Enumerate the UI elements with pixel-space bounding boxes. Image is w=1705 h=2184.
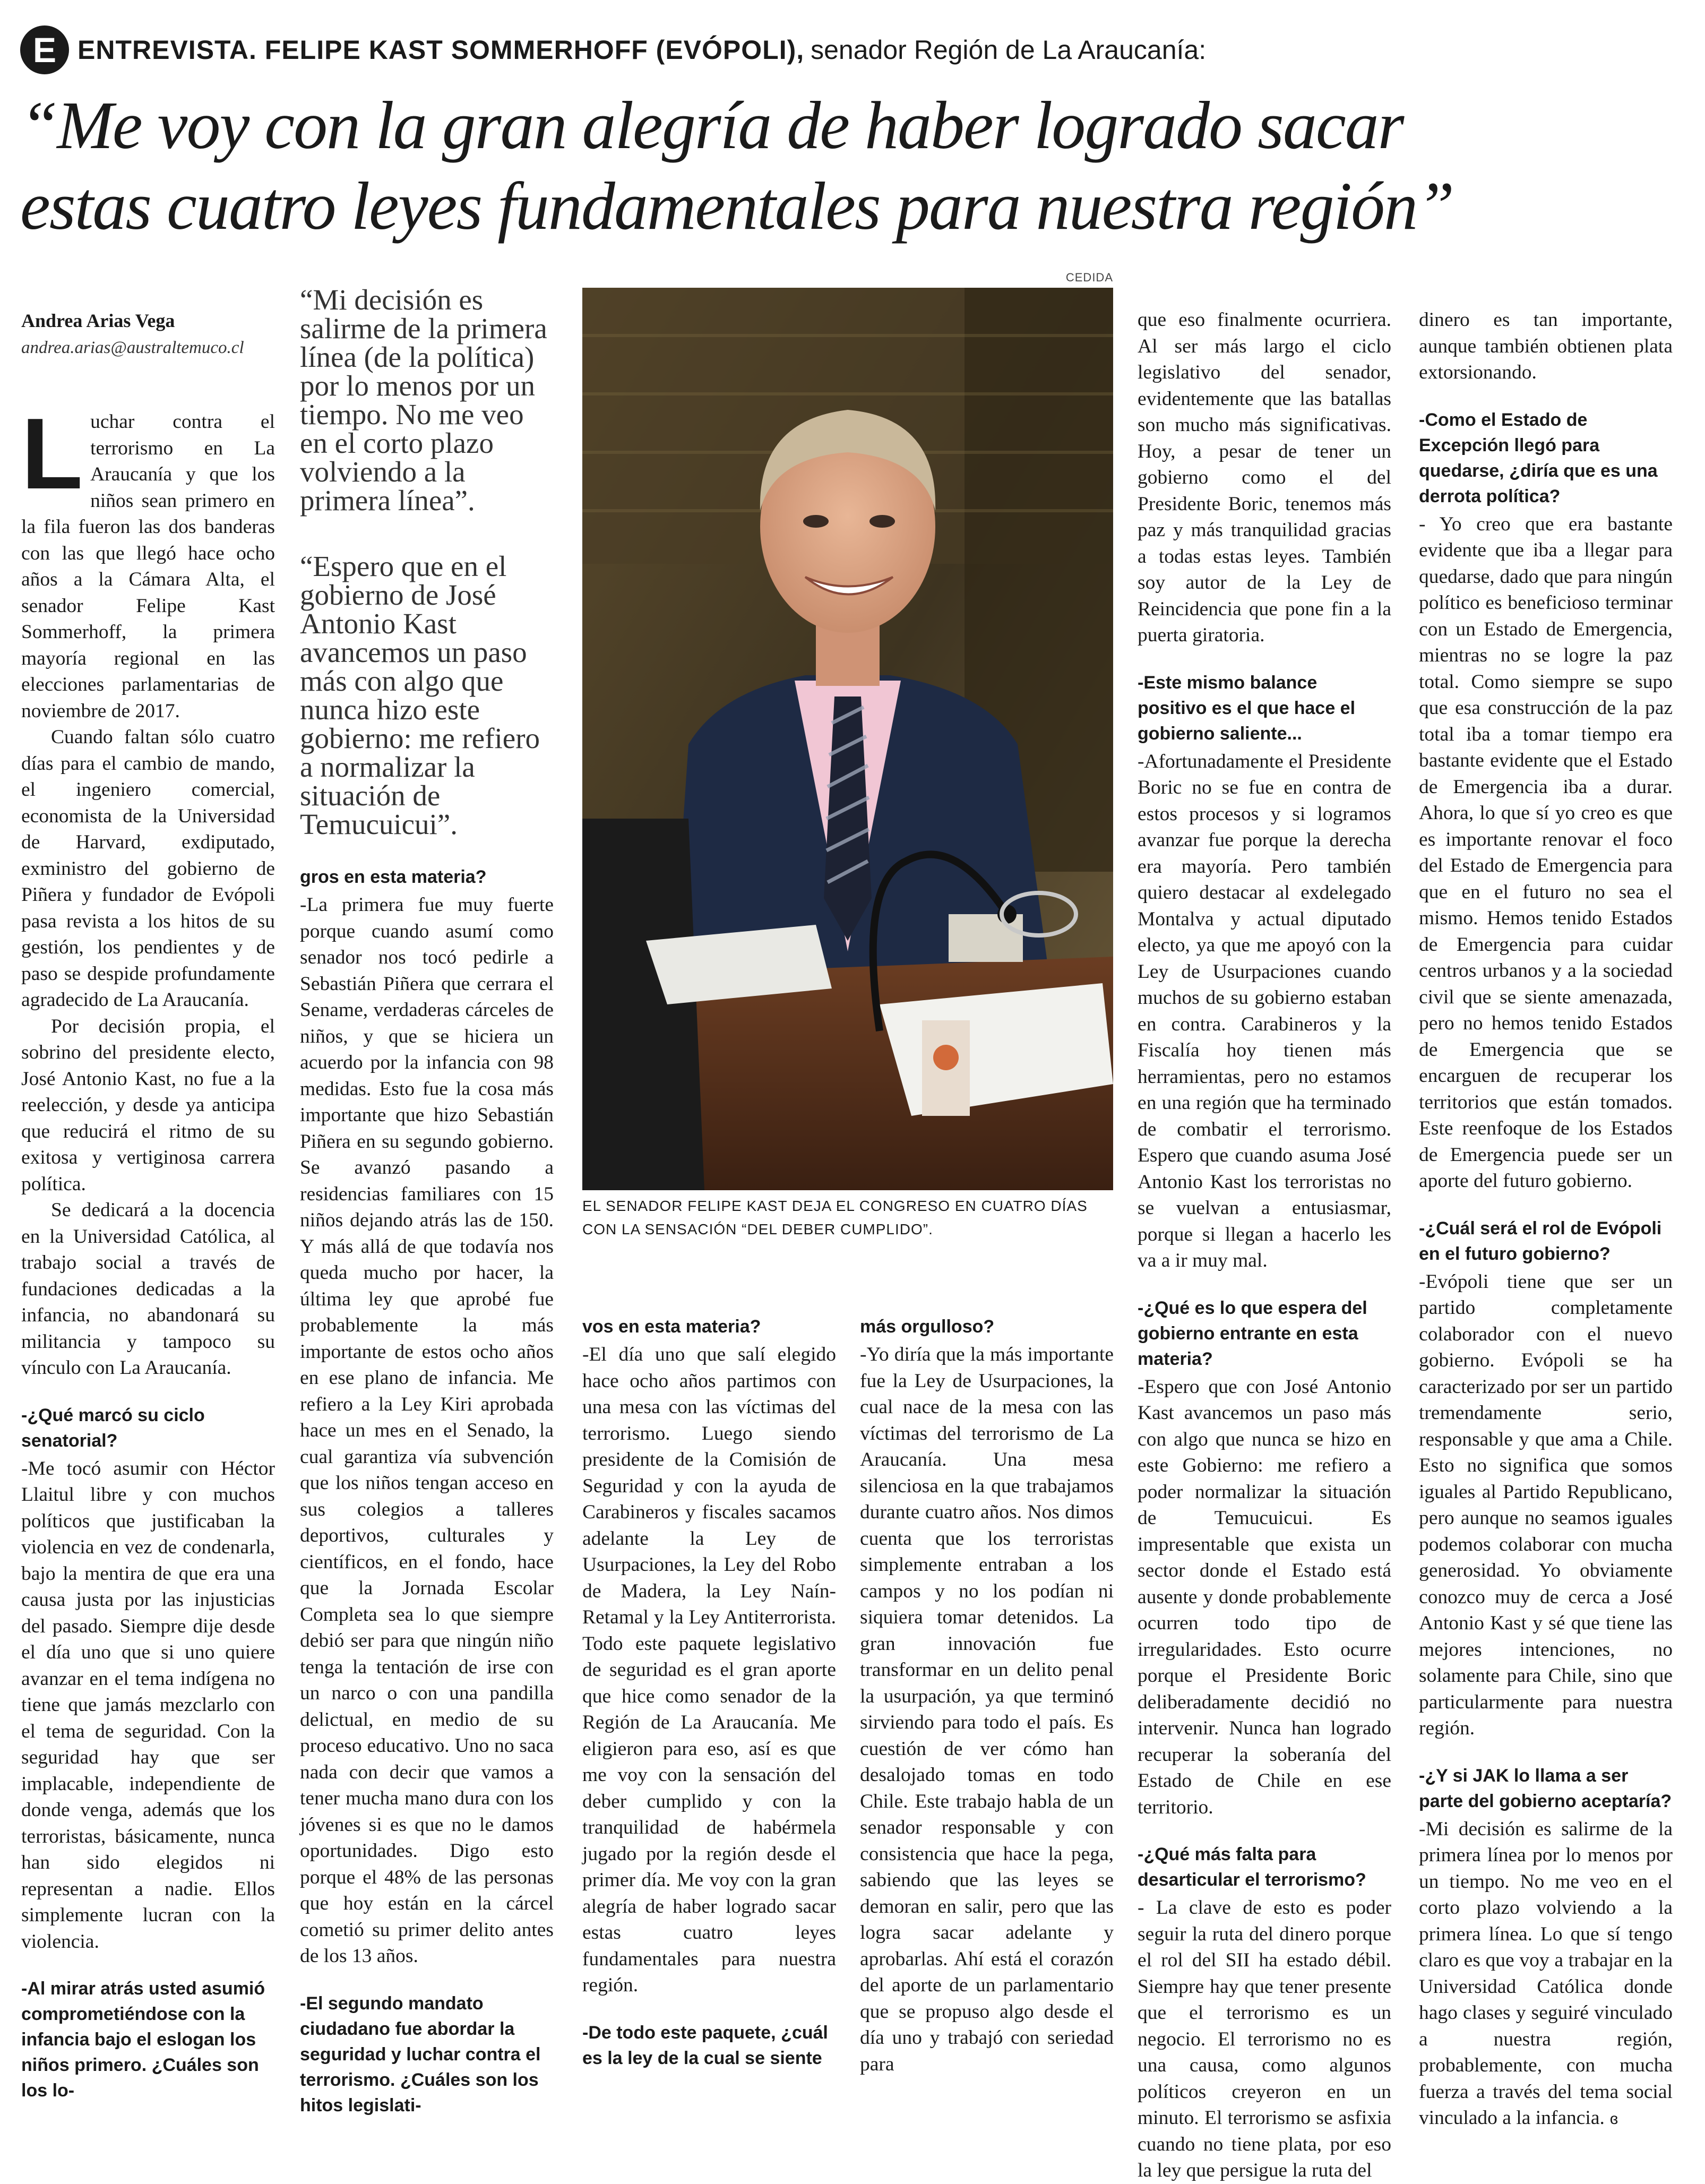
interview-question: -Como el Estado de Excepción llegó para quedarse, ¿diría que es una derrota política? bbox=[1419, 409, 1658, 506]
article-column-6 bbox=[1419, 307, 1673, 2129]
interview-question: -¿Cuál será el rol de Evópoli en el futuro gobierno? bbox=[1419, 1218, 1662, 1264]
article-column-1 bbox=[21, 398, 275, 2101]
kicker bbox=[20, 23, 1687, 76]
interview-answer: -Evópoli tiene que ser un partido completamente colaborador con el nuevo gobierno. Evópoli se ha caracterizado por ser un partido tremendamente serio, responsable y que ama a Chile. Esto no significa que somos iguales al Partido Republicano, pero aunque no seamos iguales podemos colaborar con mucha generosidad. Yo obviamente conozco muy de cerca a José Antonio Kast y sé que tiene las mejores intenciones, no solamente para Chile, sino que particularmente para nuestra región. bbox=[1419, 1270, 1673, 1739]
interview-answer: -Afortunadamente el Presidente Boric no se fue en contra de estos procesos y si logramos avanzar fue porque la derecha era mayoría. Pero también quiero destacar al exdelegado Montalva y actual diputado electo, ya que me apoyó con la Ley de Usurpaciones cuando muchos de su gobierno estaban en contra. Carabineros y la Fiscalía hoy tienen más herramientas, pero no estamos en una región que ha terminado de combatir el terrorismo. Espero que cuando asuma José Antonio Kast los terroristas no se vuelvan a entusiasmar, porque si llegan a hacerlo les va a ir muy mal. bbox=[1138, 750, 1391, 1271]
interview-answer: -El día uno que salí elegido hace ocho años partimos con una mesa con las víctimas del terrorismo. Luego siendo presidente de la Comisión de Seguridad y con la ayuda de Carabineros y fiscales sacamos adelante la Ley de Usurpaciones, la Ley del Robo de Madera, la Ley Naín-Retamal y la Ley Antiterrorista. Todo este paquete legislativo de seguridad es el gran aporte que hice como senador de la Región de La Araucanía. Me eligieron para eso, así es que me voy con la sensación del deber cumplido y con la tranquilidad de habérmela jugado por la región desde el primer día. Me voy con la gran alegría de haber logrado sacar estas cuatro leyes fundamentales para nuestra región. bbox=[582, 1344, 836, 1996]
photo-credit: CEDIDA bbox=[1065, 271, 1113, 284]
interview-question: -Este mismo balance positivo es el que hace el gobierno saliente... bbox=[1138, 672, 1356, 744]
article-column-3 bbox=[582, 1314, 836, 2068]
senator-photo-illustration bbox=[582, 288, 1113, 1190]
interview-question: -¿Qué marcó su ciclo senatorial? bbox=[21, 1405, 205, 1451]
interview-question: -Al mirar atrás usted asumió comprometiéndose con la infancia bajo el eslogan los niños primero. ¿Cuáles son los lo- bbox=[21, 1979, 265, 2101]
article-column-4 bbox=[860, 1314, 1114, 2075]
interview-question-continued: gros en esta materia? bbox=[300, 867, 487, 887]
article-photo bbox=[582, 288, 1113, 1190]
interview-answer: -Me tocó asumir con Héctor Llaitul libre y con muchos políticos que justificaban la violencia en vez de condenarla, bajo la mentira de que era una causa justa por las injusticias del pasado. Siempre dije desde el día uno que si uno quiere avanzar en el tema indígena no tiene que jamás mezclarlo con el tema de seguridad. Con la seguridad hay que ser implacable, independiente de donde venga, además que los terroristas, básicamente, nunca han sido elegidos ni representan a nadie. Ellos simplemente lucran con la violencia. bbox=[21, 1457, 275, 1953]
headline-line-1: “Me voy con la gran alegría de haber logrado sacar bbox=[20, 88, 1403, 163]
paragraph-continued: dinero es tan importante, aunque también obtienen plata extorsionando. bbox=[1419, 309, 1673, 383]
interview-answer: -Espero que con José Antonio Kast avancemos un paso más con algo que nunca se hizo en este Gobierno: me refiero a poder normalizar la situación de Temucuicui. Es impresentable que exista un sector donde el Estado está ausente y donde probablemente ocurren todo tipo de irregularidades. Esto ocurre porque el Presidente Boric deliberadamente decidió no intervenir. Nunca han logrado recuperar la soberanía del Estado de Chile en ese territorio. bbox=[1138, 1375, 1391, 1818]
interview-question-continued: vos en esta materia? bbox=[582, 1317, 761, 1337]
section-badge: E bbox=[20, 25, 69, 74]
interview-question: -¿Qué es lo que espera del gobierno entrante en esta materia? bbox=[1138, 1297, 1367, 1369]
interview-question-continued: más orgulloso? bbox=[860, 1317, 995, 1337]
author-email[interactable]: andrea.arias@australtemuco.cl bbox=[21, 338, 244, 357]
byline bbox=[21, 307, 287, 361]
interview-answer: - La clave de esto es poder seguir la ruta del dinero porque el rol del SII ha estado débil. Siempre hay que tener presente que el terrorismo es un negocio. El terrorismo no es una causa, como algunos políticos creyeron en un minuto. El terrorismo se asfixia cuando no tiene plata, por eso la ley que persigue la ruta del bbox=[1138, 1897, 1391, 2181]
interview-question: -¿Y si JAK lo llama a ser parte del gobierno aceptaría? bbox=[1419, 1765, 1672, 1811]
article-column-2 bbox=[300, 864, 554, 2116]
kicker-subtitle: senador Región de La Araucanía: bbox=[811, 35, 1207, 65]
lead-paragraph: Luchar contra el terrorismo en La Araucanía y que los niños sean primero en la fila fueron las dos banderas con las que llegó hace ocho años a la Cámara Alta, el senador Felipe Kast Sommerhoff, la primera mayoría regional en las elecciones parlamentarias de noviembre de 2017. bbox=[21, 398, 275, 722]
interview-answer: -Mi decisión es salirme de la primera línea por lo menos por un tiempo. No me veo en el corto plazo volviendo a la primera línea. Lo que sí tengo claro es que voy a trabajar en la Universidad Católica donde hago clases y seguiré vinculado a nuestra región, probablemente, con mucha fuerza a través del tema social vinculado a la infancia. ɞ bbox=[1419, 1818, 1673, 2129]
dropcap: L bbox=[21, 398, 83, 510]
paragraph: Se dedicará a la docencia en la Universidad Católica, al trabajo social a través de fundaciones dedicadas a la infancia, no abandonará su militancia y tampoco su vínculo con La Araucanía. bbox=[21, 1199, 275, 1379]
headline bbox=[20, 85, 1687, 246]
interview-question: -De todo este paquete, ¿cuál es la ley de la cual se siente bbox=[582, 2022, 828, 2068]
interview-answer: -La primera fue muy fuerte porque cuando asumí como senador nos tocó pedirle a Sebastián Piñera que cerrara el Sename, verdaderas cárceles de niños, y que se hiciera un acuerdo por la infancia con 98 medidas. Esto fue la cosa más importante que hizo Sebastián Piñera en su segundo gobierno. Se avanzó pasando a residencias familiares con 15 niños dejando atrás las de 150. Y más allá de que todavía nos queda mucho por hacer, la última ley que aprobé fue probablemente la más importante de estos ocho años en ese plano de infancia. Me refiero a la Ley Kiri aprobada hace un mes en el Senado, la cual garantiza vía subvención que los niños tengan acceso en sus colegios a talleres deportivos, culturales y científicos, en el fondo, hace que la Jornada Escolar Completa sea lo que siempre debió ser para que ningún niño tenga la tentación de irse con un narco o con una pandilla delictual, en medio de su proceso educativo. Uno no saca nada con decir que vamos a tener mucha mano dura con los jóvenes si es que no le damos oportunidades. Digo esto porque el 48% de las personas que hoy están en la cárcel cometió su primer delito antes de los 13 años. bbox=[300, 894, 554, 1967]
pull-quote-1: “Mi decisión es salirme de la primera línea (de la política) por lo menos por un tiempo. No me veo en el corto plazo volviendo a la primera línea”. bbox=[300, 283, 547, 517]
paragraph: Cuando faltan sólo cuatro días para el cambio de mando, el ingeniero comercial, economista de la Universidad de Harvard, exdiputado, exministro del gobierno de Piñera y fundador de Evópoli pasa revista a los hitos de su gestión, los pendientes y de paso se despide profundamente agradecido de La Araucanía. bbox=[21, 726, 275, 1011]
end-mark-icon: ɞ bbox=[1609, 2110, 1618, 2128]
headline-line-2: estas cuatro leyes fundamentales para nuestra región” bbox=[20, 168, 1454, 244]
interview-answer: - Yo creo que era bastante evidente que iba a llegar para quedarse, dado que para ningún político es beneficioso terminar con un Estado de Emergencia, mientras no se logre la paz total. Como siempre se supo que esa construcción de la paz total iba a tomar tiempo era bastante evidente que el Estado de Emergencia iba a durar. Ahora, lo que sí yo creo es que es importante renovar el foco del Estado de Emergencia para que en el futuro no sea el mismo. Hemos tenido Estados de Emergencia para cuidar centros urbanos y a la sociedad civil que se siente amenazada, pero no hemos tenido Estados de Emergencia que se encarguen de recuperar los territorios que están tomados. Este reenfoque de los Estados de Emergencia puede ser un aporte del futuro gobierno. bbox=[1419, 513, 1673, 1192]
pull-quote-2: “Espero que en el gobierno de José Antonio Kast avancemos un paso más con algo que nunca hizo este gobierno: me refiero a normalizar la situación de Temucuicui”. bbox=[300, 550, 540, 840]
photo-caption: EL SENADOR FELIPE KAST DEJA EL CONGRESO EN CUATRO DÍAS CON LA SENSACIÓN “DEL DEBER CUMPLIDO”. bbox=[582, 1198, 1088, 1237]
kicker-title: ENTREVISTA. FELIPE KAST SOMMERHOFF (EVÓPOLI), bbox=[78, 35, 805, 65]
paragraph-continued: que eso finalmente ocurriera. Al ser más largo el ciclo legislativo del senador, evidentemente que las batallas son mucho más significativas. Hoy, a pesar de tener un gobierno como el del Presidente Boric, tenemos más paz y más tranquilidad gracias a todas estas leyes. También soy autor de la Ley de Reincidencia que pone fin a la puerta giratoria. bbox=[1138, 309, 1391, 646]
article-column-5 bbox=[1138, 307, 1391, 2181]
author-name: Andrea Arias Vega bbox=[21, 310, 175, 331]
paragraph: Por decisión propia, el sobrino del presidente electo, José Antonio Kast, no fue a la reelección, y desde ya anticipa que reducirá el ritmo de su exitosa y vertiginosa carrera política. bbox=[21, 1015, 275, 1195]
interview-question: -¿Qué más falta para desarticular el terrorismo? bbox=[1138, 1844, 1366, 1890]
interview-question: -El segundo mandato ciudadano fue abordar la seguridad y luchar contra el terrorismo. ¿Cuáles son los hitos legislati- bbox=[300, 1993, 541, 2116]
interview-answer: -Yo diría que la más importante fue la Ley de Usurpaciones, la cual nace de la mesa con las víctimas del terrorismo de La Araucanía. Una mesa silenciosa en la que trabajamos durante cuatro años. Nos dimos cuenta que los terroristas simplemente entraban a los campos y no los podían ni siquiera tomar detenidos. La gran innovación fue transformar en un delito penal la usurpación, ya que terminó sirviendo para todo el país. Es cuestión de ver cómo han desalojado tomas en todo Chile. Este trabajo habla de un senador responsable y con consistencia que hace la pega, sabiendo que las leyes se demoran en salir, pero que las logra sacar adelante y aprobarlas. Ahí está el corazón del aporte de un parlamentario que se propuso algo desde el día uno y trabajó con seriedad para bbox=[860, 1344, 1114, 2075]
